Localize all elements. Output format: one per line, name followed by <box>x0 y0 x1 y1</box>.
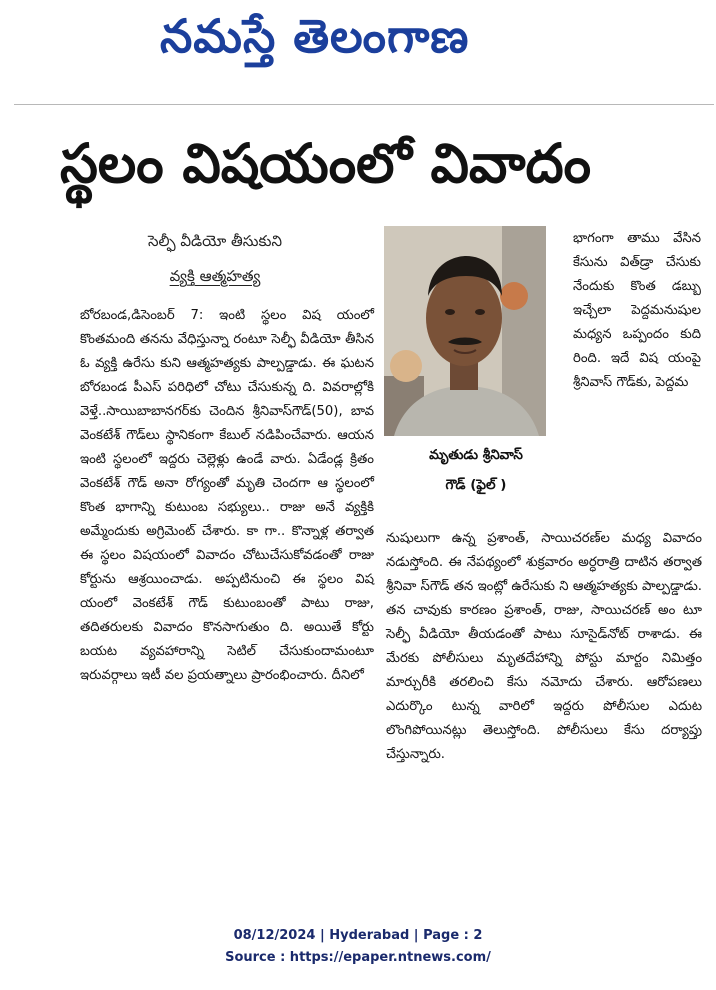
photo-caption <box>386 440 566 500</box>
article-headline: స్థలం విషయంలో వివాదం <box>60 132 591 195</box>
newspaper-logo: నమస్తే తెలంగాణ <box>160 9 470 63</box>
right-top-column-text: భాగంగా తాము వేసిన కేసును విత్‌డ్రా చేసుకు నేందుకు కొంత డబ్బు ఇచ్చేలా పెద్దమనుషుల మధ్యన ఒప్పందం కుది రింది. ఇదే విష యంపై శ్రీనివాస్ గౌడ్‌కు, పెద్దమ <box>573 231 701 390</box>
portrait-illustration <box>384 226 546 436</box>
article-subhead-line2 <box>90 267 340 289</box>
article-right-bottom-column <box>386 527 702 887</box>
victim-photo <box>384 226 546 436</box>
right-bottom-column-text: నుషులుగా ఉన్న ప్రశాంత్, సాయిచరణ్‌ల మధ్య వివాదం నడుస్తోంది. ఈ నేపథ్యంలో శుక్రవారం అర్ధరాత్రి దాటిన తర్వాత శ్రీనివా స్‌గౌడ్ తన ఇంట్లో ఉరేసుకు ని ఆత్మహత్యకు పాల్పడ్డాడు. తన చావుకు కారణం ప్రశాంత్, రాజు, సాయిచరణ్ అం టూ సెల్ఫీ వీడియో తీయడంతో పాటు సూసైడ్‌నోట్ రాశాడు. ఈ మేరకు పోలీసులు మృతదేహాన్ని పోస్టు మార్టం నిమిత్తం మార్చురీకి తరలించి కేసు నమోదు చేశారు. ఆరోపణలు ఎదుర్కొం టున్న వారిలో ఇద్దరు పోలీసుల ఎదుట లొంగిపోయినట్లు తెలుస్తోంది. పోలీసులు కేసు దర్యాప్తు చేస్తున్నారు. <box>386 531 702 762</box>
left-column-text: బోరబండ,డిసెంబర్ 7: ఇంటి స్థలం విష యంలో కొంతమంది తనను వేధిస్తున్నా రంటూ సెల్ఫీ వీడియో తీసిన ఓ వ్యక్తి ఉరేసు కుని ఆత్మహత్యకు పాల్పడ్డాడు. ఈ ఘటన బోరబండ పీఎస్ పరిధిలో చోటు చేసుకున్న ది. వివరాల్లోకి వెళ్తే..సాయిబాబానగర్‌కు చెందిన శ్రీనివాస్‌గౌడ్(50), బావ వెంకటేశ్ గౌడ్‌లు స్థానికంగా కేబుల్ నడిపించేవారు. ఆయన ఇంటి స్థలంలో ఇద్దరు చెల్లెళ్లు ఉండే వారు. ఏడేండ్ల క్రితం వెంకటేశ్ గౌడ్ అనా రోగ్యంతో మృతి చెందగా ఆ స్థలంలో కొంత భాగాన్ని కుటుంబ సభ్యులు.. రాజు అనే వ్యక్తికి అమ్మేందుకు అగ్రిమెంట్ చేశారు. కా గా.. కొన్నాళ్ల తర్వాత ఈ స్థలం విషయంలో వివాదం చోటుచేసుకోవడంతో రాజు కోర్టును ఆశ్రయించాడు. అప్పటినుంచి ఈ స్థలం విష యంలో వెంకటేశ్ గౌడ్ కుటుంబంతో పాటు రాజు, తదితరులకు వివాదం కొనసాగుతుం ది. అయితే కోర్టు బయట వ్యవహారాన్ని సెటిల్ చేసుకుందామంటూ ఇరువర్గాలు ఇటీ వల ప్రయత్నాలు ప్రారంభించారు. దీనిలో <box>80 308 374 683</box>
article-subhead-line2-text: వ్యక్తి ఆత్మహత్య <box>169 267 261 285</box>
article-left-column <box>80 304 374 894</box>
article-subhead-line1: సెల్ఫీ వీడియో తీసుకుని <box>147 232 283 250</box>
photo-caption-line1: మృతుడు శ్రీనివాస్ <box>429 447 523 463</box>
masthead-divider <box>14 104 714 105</box>
article-right-top-column <box>573 227 701 527</box>
photo-caption-line2: గౌడ్ (ఫైల్ ) <box>445 477 507 493</box>
footer-source: Source : https://epaper.ntnews.com/ <box>225 950 491 965</box>
masthead <box>0 0 716 100</box>
footer-date-edition: 08/12/2024 | Hyderabad | Page : 2 <box>233 928 483 943</box>
